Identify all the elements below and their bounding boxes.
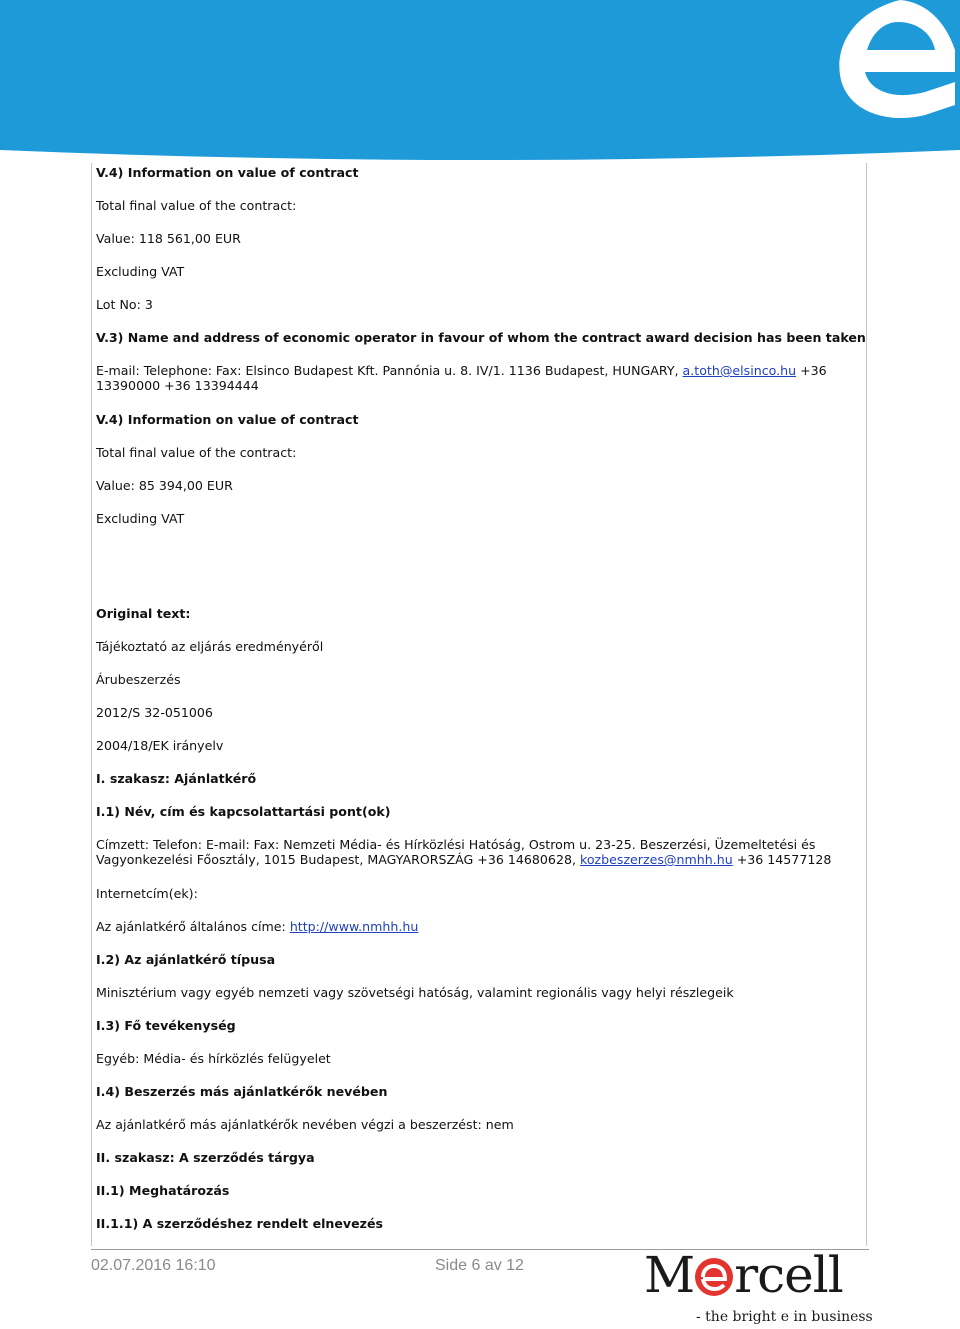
text-line: Egyéb: Média- és hírközlés felügyelet xyxy=(96,1051,331,1066)
section-heading: I.4) Beszerzés más ajánlatkérők nevében xyxy=(96,1084,388,1099)
logo-wordmark: M rcell xyxy=(644,1246,843,1304)
link[interactable]: http://www.nmhh.hu xyxy=(289,919,419,934)
section-heading: II.1.1) A szerződéshez rendelt elnevezés xyxy=(96,1216,384,1231)
text-segment: E-mail: Telephone: Fax: Elsinco Budapest Kft. Pannónia u. 8. IV/1. 1136 Budapest, HUNGARY, xyxy=(96,363,683,378)
text-line: Excluding VAT xyxy=(96,511,185,526)
text-line: Tájékoztató az eljárás eredményéről xyxy=(96,639,324,654)
link[interactable]: kozbeszerzes@nmhh.hu xyxy=(579,852,733,867)
text-line: Árubeszerzés xyxy=(96,672,181,687)
section-heading: Original text: xyxy=(96,606,191,621)
text-line xyxy=(96,837,862,867)
text-line: Lot No: 3 xyxy=(96,297,153,312)
header-banner xyxy=(0,0,960,160)
section-heading: V.3) Name and address of economic operator in favour of whom the contract award decision has been taken xyxy=(96,330,866,345)
marcell-logo xyxy=(644,1246,873,1329)
text-line: Value: 85 394,00 EUR xyxy=(96,478,233,493)
section-heading: V.4) Information on value of contract xyxy=(96,165,359,180)
section-heading: II.1) Meghatározás xyxy=(96,1183,230,1198)
footer-datetime: 02.07.2016 16:10 xyxy=(91,1257,216,1274)
text-line: Total final value of the contract: xyxy=(96,445,297,460)
text-line: Minisztérium vagy egyéb nemzeti vagy szövetségi hatóság, valamint regionális vagy helyi részlegeik xyxy=(96,985,734,1000)
section-heading: I. szakasz: Ajánlatkérő xyxy=(96,771,257,786)
link[interactable]: a.toth@elsinco.hu xyxy=(682,363,797,378)
text-segment: +36 14577128 xyxy=(732,852,832,867)
text-line: 2012/S 32-051006 xyxy=(96,705,213,720)
text-line xyxy=(96,363,862,393)
text-line: Total final value of the contract: xyxy=(96,198,297,213)
text-line: Value: 118 561,00 EUR xyxy=(96,231,241,246)
section-heading: I.1) Név, cím és kapcsolattartási pont(ok) xyxy=(96,804,391,819)
text-line: Az ajánlatkérő más ajánlatkérők nevében végzi a beszerzést: nem xyxy=(96,1117,514,1132)
text-line: Excluding VAT xyxy=(96,264,185,279)
section-heading: V.4) Information on value of contract xyxy=(96,412,359,427)
text-line: Internetcím(ek): xyxy=(96,886,198,901)
header-banner-graphic xyxy=(0,0,960,160)
text-line xyxy=(96,919,862,934)
section-heading: I.2) Az ajánlatkérő típusa xyxy=(96,952,276,967)
section-heading: II. szakasz: A szerződés tárgya xyxy=(96,1150,315,1165)
text-segment: +36 13390000 +36 13394444 xyxy=(96,363,827,393)
footer-page-number: Side 6 av 12 xyxy=(435,1257,524,1274)
logo-e-icon xyxy=(694,1257,734,1297)
text-segment: Címzett: Telefon: E-mail: Fax: Nemzeti Média- és Hírközlési Hatóság, Ostrom u. 23-25. Beszerzési, Üzemeltetési és Vagyonkezelési Főosztály, 1015 Budapest, MAGYARORSZÁG +36 14680628, xyxy=(96,837,816,867)
section-heading: I.3) Fő tevékenység xyxy=(96,1018,236,1033)
text-segment: Az ajánlatkérő általános címe: xyxy=(96,919,290,934)
logo-tagline: - the bright e in business xyxy=(696,1309,873,1325)
text-line: 2004/18/EK irányelv xyxy=(96,738,224,753)
